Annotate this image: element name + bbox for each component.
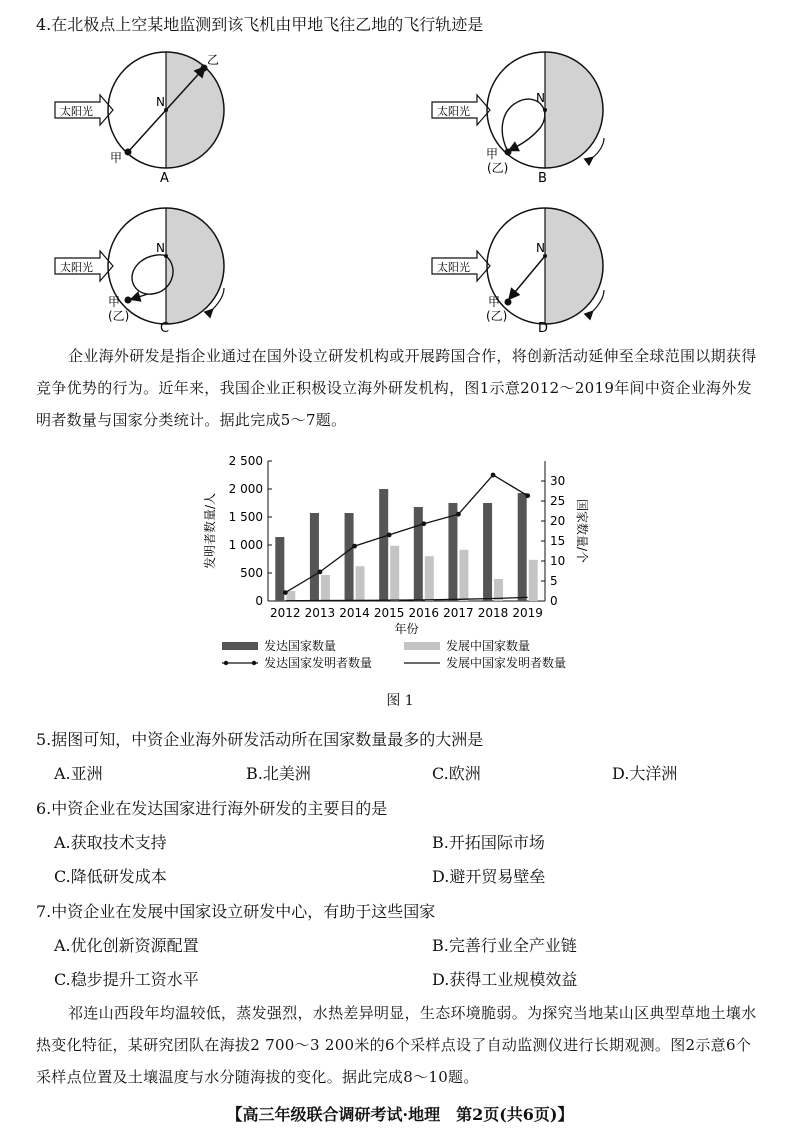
svg-text:N: N	[156, 95, 165, 109]
left-tick-label: 2 000	[228, 482, 263, 496]
x-tick-label: 2019	[512, 606, 543, 620]
right-axis-label: 国家数量/个	[575, 498, 589, 564]
bar-developing	[459, 550, 468, 601]
left-tick-label: 2 500	[228, 454, 263, 468]
svg-text:乙: 乙	[207, 53, 220, 67]
line-point	[491, 473, 496, 478]
legend-marker	[224, 661, 228, 665]
svg-text:D: D	[538, 321, 549, 336]
svg-text:太阳光: 太阳光	[60, 105, 93, 118]
svg-text:A: A	[160, 171, 169, 186]
bar-developed	[448, 503, 457, 601]
q7-option-b[interactable]: B.完善行业全产业链	[432, 936, 577, 955]
sunlight-arrow	[432, 251, 490, 281]
line-point	[525, 493, 530, 498]
question-5-stem: 5.据图可知，中资企业海外研发活动所在国家数量最多的大洲是	[36, 730, 484, 749]
svg-text:太阳光: 太阳光	[60, 261, 93, 274]
q7-option-a[interactable]: A.优化创新资源配置	[54, 936, 199, 955]
sunlight-arrow	[55, 251, 113, 281]
svg-text:B: B	[538, 171, 547, 186]
diagram-b	[432, 52, 604, 186]
x-tick-label: 2012	[270, 606, 301, 620]
svg-text:N: N	[536, 241, 545, 255]
right-tick-label: 30	[550, 474, 566, 488]
svg-text:甲: 甲	[486, 147, 499, 161]
q7-option-d[interactable]: D.获得工业规模效益	[432, 970, 578, 989]
x-tick-label: 2014	[339, 606, 370, 620]
svg-text:(乙): (乙)	[487, 161, 509, 175]
right-tick-label: 0	[550, 594, 558, 608]
line-point	[352, 544, 357, 549]
diagram-a	[55, 52, 224, 186]
line-point	[421, 521, 426, 526]
legend-label: 发达国家数量	[264, 639, 337, 653]
q6-option-c[interactable]: C.降低研发成本	[54, 867, 167, 886]
right-tick-label: 10	[550, 554, 566, 568]
bar-developing	[390, 546, 399, 601]
line-point	[456, 512, 461, 517]
bar-developed	[345, 513, 354, 601]
question-6-stem: 6.中资企业在发达国家进行海外研发的主要目的是	[36, 799, 388, 818]
x-tick-label: 2018	[477, 606, 509, 620]
bar-developed	[414, 507, 423, 601]
sunlight-arrow	[55, 95, 113, 125]
question-4-stem: 4.在北极点上空某地监测到该飞机由甲地飞往乙地的飞行轨迹是	[36, 15, 484, 34]
legend-swatch-developing-bars	[404, 642, 440, 650]
legend-marker	[252, 661, 256, 665]
bar-developed	[518, 493, 527, 601]
q6-option-b[interactable]: B.开拓国际市场	[432, 833, 545, 852]
figure-caption: 图 1	[386, 693, 414, 709]
bar-developed	[275, 537, 284, 601]
q5-option-a[interactable]: A.亚洲	[54, 764, 103, 783]
diagram-d	[432, 208, 604, 336]
q5-option-d[interactable]: D.大洋洲	[612, 764, 678, 783]
line-point	[283, 590, 288, 595]
svg-text:太阳光: 太阳光	[437, 105, 470, 118]
intro-paragraph-2: 祁连山西段年均温较低，蒸发强烈，水热差异明显，生态环境脆弱。为探究当地某山区典型草地土壤水热变化特征，某研究团队在海拔2 700～3 200米的6个采样点设了自动监测仪进行长期观测。图2示意6个采样点位置及土壤温度与水分随海拔的变化。据此完成8～10题。	[36, 1004, 757, 1086]
q7-option-c[interactable]: C.稳步提升工资水平	[54, 970, 199, 989]
svg-text:甲: 甲	[110, 151, 123, 165]
svg-text:(乙): (乙)	[486, 309, 508, 323]
left-tick-label: 1 000	[228, 538, 263, 552]
left-tick-label: 500	[240, 566, 263, 580]
svg-text:C: C	[160, 321, 170, 336]
right-tick-label: 5	[550, 574, 558, 588]
x-tick-label: 2016	[408, 606, 440, 620]
diagram-c	[55, 208, 224, 336]
right-tick-label: 20	[550, 514, 566, 528]
bar-developing	[529, 560, 538, 601]
left-tick-label: 1 500	[228, 510, 263, 524]
bar-developed	[310, 513, 319, 601]
svg-text:甲: 甲	[488, 295, 501, 309]
page-footer: 【高三年级联合调研考试·地理 第2页(共6页)】	[226, 1105, 574, 1124]
line-point	[318, 569, 323, 574]
legend-label: 发达国家发明者数量	[264, 656, 373, 670]
bar-developed	[379, 489, 388, 601]
svg-text:太阳光: 太阳光	[437, 261, 470, 274]
bar-developing	[321, 575, 330, 601]
bar-developed	[483, 503, 492, 601]
bar-developing	[425, 556, 434, 601]
legend-swatch-developed-bars	[222, 642, 258, 650]
figure-1-chart	[0, 440, 800, 690]
q5-option-b[interactable]: B.北美洲	[246, 764, 311, 783]
line-point	[387, 533, 392, 538]
svg-text:N: N	[156, 241, 165, 255]
q6-option-d[interactable]: D.避开贸易壁垒	[432, 867, 546, 886]
left-axis-label: 发明者数量/人	[203, 492, 217, 570]
svg-text:N: N	[536, 91, 545, 105]
right-tick-label: 15	[550, 534, 566, 548]
x-axis-label: 年份	[394, 622, 419, 636]
legend-label: 发展中国家数量	[446, 639, 531, 653]
legend-label: 发展中国家发明者数量	[446, 656, 567, 670]
right-tick-label: 25	[550, 494, 566, 508]
q5-option-c[interactable]: C.欧洲	[432, 764, 481, 783]
svg-text:甲: 甲	[108, 295, 121, 309]
intro-paragraph-1: 企业海外研发是指企业通过在国外设立研发机构或开展跨国合作，将创新活动延伸至全球范围以期获得竞争优势的行为。近年来，我国企业正积极设立海外研发机构，图1示意2012～2019年间中资企业海外发明者数量与国家分类统计。据此完成5～7题。	[36, 347, 757, 429]
q4-diagrams	[0, 40, 800, 340]
x-tick-label: 2013	[304, 606, 336, 620]
left-tick-label: 0	[255, 594, 263, 608]
question-7-stem: 7.中资企业在发展中国家设立研发中心，有助于这些国家	[36, 902, 436, 921]
bar-developing	[356, 566, 365, 601]
svg-text:(乙): (乙)	[108, 309, 130, 323]
x-tick-label: 2015	[373, 606, 405, 620]
x-tick-label: 2017	[443, 606, 474, 620]
q6-option-a[interactable]: A.获取技术支持	[54, 833, 167, 852]
sunlight-arrow	[432, 95, 490, 125]
